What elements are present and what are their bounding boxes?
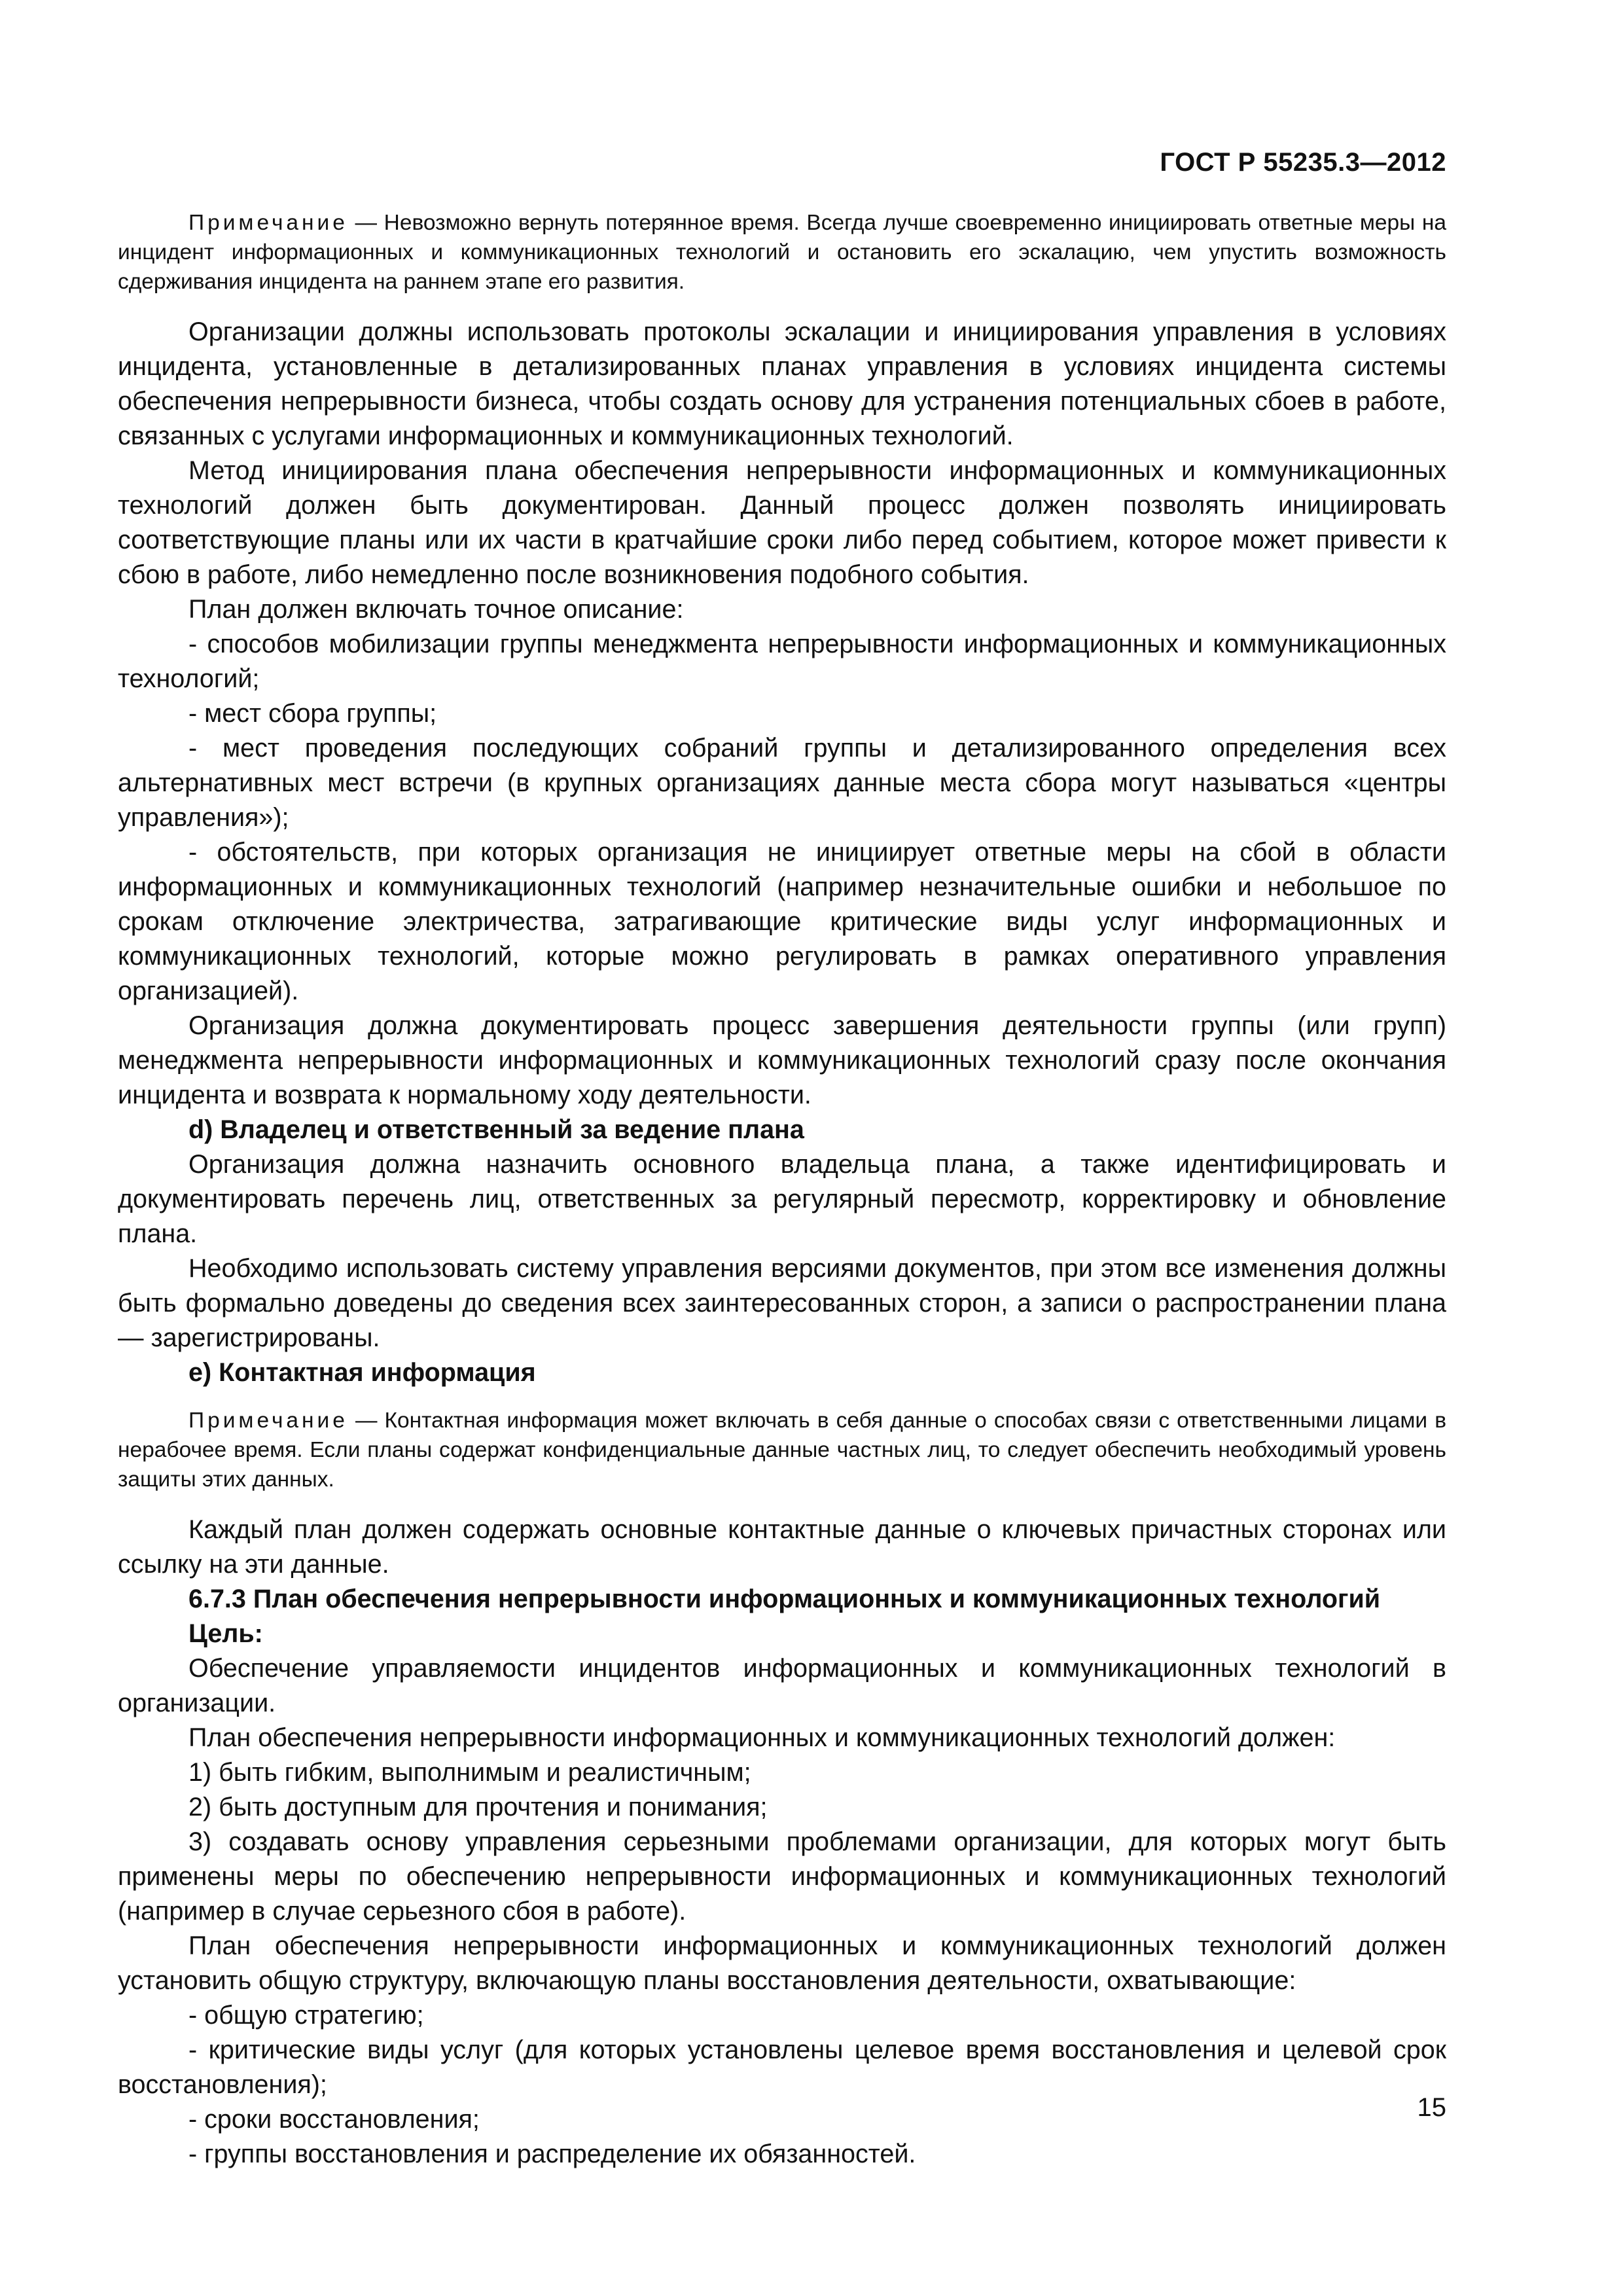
list-item: - сроки восстановления; [188, 2105, 480, 2134]
section-heading-e: e) Контактная информация [188, 1358, 536, 1387]
note-text: — Невозможно вернуть потерянное время. Всегда лучше своевременно инициировать ответные меры на инцидент информационных и коммуникационных технологий и остановить его эскалацию, чем упустить возможность сдерживания инцидента на раннем этапе его развития. [118, 211, 1446, 294]
paragraph: Обеспечение управляемости инцидентов информационных и коммуникационных технологий в организации. [118, 1654, 1446, 1717]
list-item: - мест сбора группы; [188, 699, 437, 728]
list-item: - общую стратегию; [188, 2001, 424, 2030]
note-label: Примечание [188, 211, 348, 235]
list-item: - обстоятельств, при которых организация не инициирует ответные меры на сбой в области информационных и коммуникационных технологий (например незначительные ошибки и небольшое по срокам отключение электричества, затрагивающие критические виды услуг информационных и коммуникационных технологий, которые можно регулировать в рамках оперативного управления организацией). [118, 838, 1446, 1005]
paragraph: План обеспечения непрерывности информационных и коммуникационных технологий должен установить общую структуру, включающую планы восстановления деятельности, охватывающие: [118, 1931, 1446, 1995]
section-heading-6-7-3: 6.7.3 План обеспечения непрерывности информационных и коммуникационных технологий [188, 1585, 1381, 1613]
document-standard-header: ГОСТ Р 55235.3—2012 [1160, 148, 1446, 177]
note-1 [118, 208, 1446, 296]
page-body [118, 208, 1446, 2172]
list-item: - мест проведения последующих собраний группы и детализированного определения всех альтернативных мест встречи (в крупных организациях данные места сбора могут называться «центры управления»); [118, 734, 1446, 832]
note-label: Примечание [188, 1408, 348, 1433]
list-item: 1) быть гибким, выполнимым и реалистичным; [188, 1758, 751, 1787]
note-2 [118, 1406, 1446, 1494]
goal-heading: Цель: [188, 1619, 263, 1648]
list-item: - группы восстановления и распределение их обязанностей. [188, 2140, 916, 2168]
paragraph: Метод инициирования плана обеспечения непрерывности информационных и коммуникационных технологий должен быть документирован. Данный процесс должен позволять инициировать соответствующие планы или их части в кратчайшие сроки либо перед событием, которое может привести к сбою в работе, либо немедленно после возникновения подобного события. [118, 456, 1446, 589]
paragraph: Организации должны использовать протоколы эскалации и инициирования управления в условиях инцидента, установленные в детализированных планах управления в условиях инцидента системы обеспечения непрерывности бизнеса, чтобы создать основу для устранения потенциальных сбоев в работе, связанных с услугами информационных и коммуникационных технологий. [118, 317, 1446, 450]
paragraph: Организация должна документировать процесс завершения деятельности группы (или групп) менеджмента непрерывности информационных и коммуникационных технологий сразу после окончания инцидента и возврата к нормальному ходу деятельности. [118, 1011, 1446, 1109]
paragraph: Необходимо использовать систему управления версиями документов, при этом все изменения должны быть формально доведены до сведения всех заинтересованных сторон, а записи о распространении плана — зарегистрированы. [118, 1254, 1446, 1352]
paragraph: Каждый план должен содержать основные контактные данные о ключевых причастных сторонах или ссылку на эти данные. [118, 1515, 1446, 1579]
paragraph: План должен включать точное описание: [188, 595, 684, 624]
list-item: 2) быть доступным для прочтения и понимания; [188, 1793, 768, 1821]
paragraph: Организация должна назначить основного владельца плана, а также идентифицировать и документировать перечень лиц, ответственных за регулярный пересмотр, корректировку и обновление плана. [118, 1150, 1446, 1248]
note-text: — Контактная информация может включать в себя данные о способах связи с ответственными лицами в нерабочее время. Если планы содержат конфиденциальные данные частных лиц, то следует обеспечить необходимый уровень защиты этих данных. [118, 1408, 1446, 1492]
section-heading-d: d) Владелец и ответственный за ведение плана [188, 1115, 804, 1144]
list-item: 3) создавать основу управления серьезными проблемами организации, для которых могут быть применены меры по обеспечению непрерывности информационных и коммуникационных технологий (например в случае серьезного сбоя в работе). [118, 1827, 1446, 1926]
list-item: - способов мобилизации группы менеджмента непрерывности информационных и коммуникационных технологий; [118, 630, 1446, 693]
page-number: 15 [1417, 2093, 1446, 2122]
paragraph: План обеспечения непрерывности информационных и коммуникационных технологий должен: [188, 1723, 1336, 1752]
list-item: - критические виды услуг (для которых установлены целевое время восстановления и целевой срок восстановления); [118, 2036, 1446, 2099]
